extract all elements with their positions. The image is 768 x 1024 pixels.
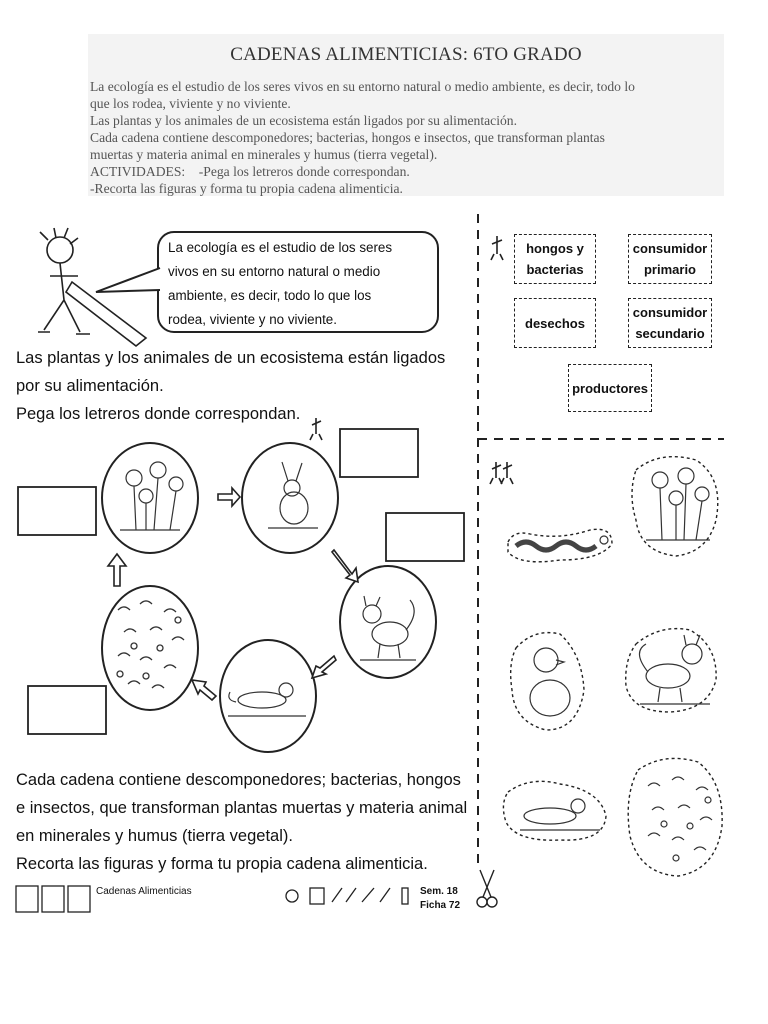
arrow-rabbit-to-fox (332, 550, 358, 582)
blank-box-desechos (28, 686, 106, 734)
paragraph-cadena (16, 766, 476, 878)
footer-ficha: Ficha 72 (420, 900, 461, 911)
hands-icon (68, 886, 90, 912)
label-line: secundario (635, 326, 705, 341)
paragraph-line: Las plantas y los animales de un ecosistema están ligados (16, 349, 446, 367)
intro-line: La ecología es el estudio de los seres vivos en su entorno natural o medio ambiente, es decir, todo lo (90, 79, 635, 94)
paragraph-line: en minerales y humus (tierra vegetal). (16, 827, 293, 845)
intro-line: -Recorta las figuras y forma tu propia cadena alimenticia. (90, 181, 403, 196)
paragraph-line: e insectos, que transforman plantas muertas y materia animal (16, 799, 468, 817)
book-icon (310, 888, 324, 904)
label-line: desechos (525, 315, 585, 331)
intro-line: Cada cadena contiene descomponedores; bacterias, hongos e insectos, que transforman plantas (90, 130, 605, 145)
page-title: CADENAS ALIMENTICIAS: 6TO GRADO (230, 44, 582, 65)
intro-line: muertas y materia animal en minerales y humus (tierra vegetal). (90, 147, 438, 162)
intro-line: Las plantas y los animales de un ecosistema están ligados por su alimentación. (90, 113, 517, 128)
bubble-line: vivos en su entorno natural o medio (168, 264, 381, 279)
intro-line: que los rodea, viviente y no viviente. (90, 96, 291, 111)
bottle-icon (402, 888, 408, 904)
microscope-icon (16, 886, 38, 912)
footer-caption: Cadenas Alimenticias (96, 886, 192, 897)
arrow-flowers-to-rabbit (218, 488, 240, 506)
label-line: hongos y (526, 241, 584, 256)
intro-line: ACTIVIDADES: -Pega los letreros donde correspondan. (90, 164, 410, 179)
label-line: primario (643, 262, 696, 277)
footer-icons (16, 886, 408, 912)
arrow-fox-to-dead-fox (312, 656, 336, 678)
label-line: bacterias (526, 262, 584, 277)
fox-cutout (626, 629, 716, 712)
blank-box-consumidor-secundario (386, 513, 464, 561)
paragraph-line: Cada cadena contiene descomponedores; bacterias, hongos (16, 771, 461, 789)
tools-icons (332, 888, 390, 902)
bubble-line: ambiente, es decir, todo lo que los (168, 288, 372, 303)
instruction-recorta: Recorta las figuras y forma tu propia cadena alimenticia. (16, 855, 428, 873)
eye-icon (286, 890, 298, 902)
label-desechos[interactable] (514, 298, 596, 348)
bubble-line: La ecología es el estudio de los seres (168, 240, 393, 255)
dead-fox-cutout (503, 781, 606, 840)
bubble-line: rodea, viviente y no viviente. (168, 312, 337, 327)
scissors-icon (477, 870, 497, 907)
label-productores[interactable] (568, 364, 652, 412)
blank-box-consumidor-primario (340, 429, 418, 477)
label-line: productores (572, 380, 648, 396)
arrow-decomposers-to-flowers (108, 554, 126, 586)
label-consumidor-secundario[interactable] (628, 298, 712, 348)
flowers-cutout (632, 457, 718, 556)
decomposers-oval (102, 586, 198, 710)
label-consumidor-primario[interactable] (628, 234, 712, 284)
cutout-drawings (516, 468, 712, 861)
dead-fox-oval (220, 640, 316, 752)
footer-sem: Sem. 18 (420, 886, 458, 897)
speech-bubble-text (168, 236, 434, 332)
blank-box-productores (18, 487, 96, 535)
paragraph-line: por su alimentación. (16, 377, 164, 395)
flowers-oval (102, 443, 198, 553)
label-line: consumidor (632, 305, 708, 320)
rabbit-oval (242, 443, 338, 553)
label-line: consumidor (632, 241, 708, 256)
arrow-dead-fox-to-decomposers (192, 680, 216, 700)
instruction-pega: Pega los letreros donde correspondan. (16, 405, 301, 423)
tree-icon (42, 886, 64, 912)
label-hongos-bacterias[interactable] (514, 234, 596, 284)
paragraph-plantas (16, 344, 466, 428)
